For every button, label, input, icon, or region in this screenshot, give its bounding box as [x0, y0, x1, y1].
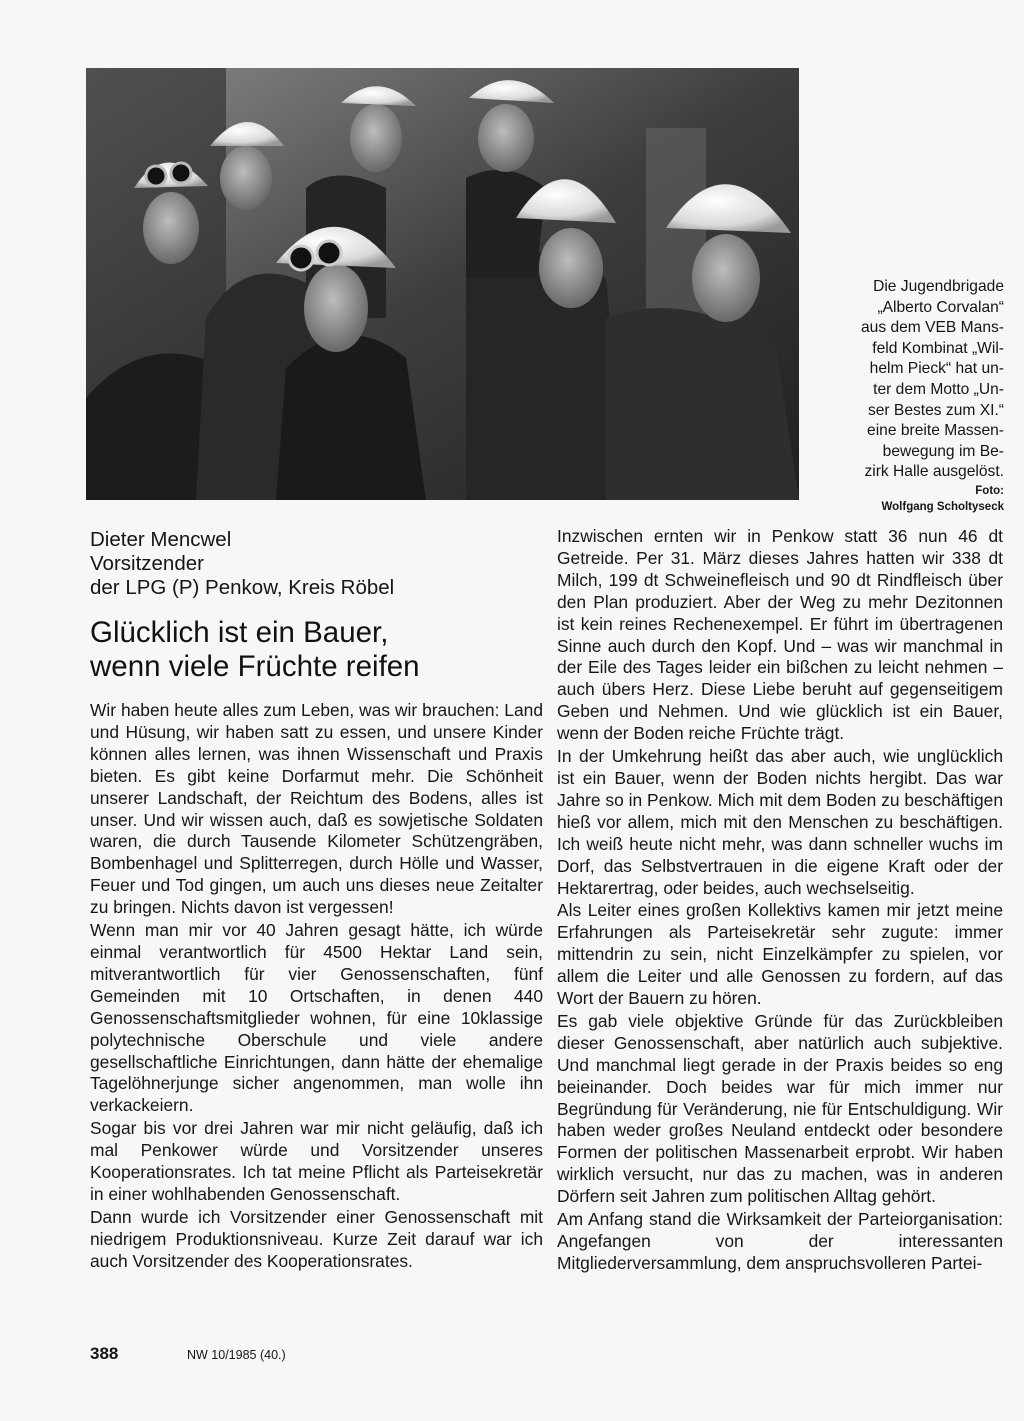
page-number: 388: [90, 1344, 119, 1363]
author-byline: [90, 528, 540, 600]
article-paragraph: Inzwischen ernten wir in Penkow statt 36 nun 46 dt Getreide. Per 31. März dieses Jahres hatten wir 338 dt Milch, 199 dt Schweinefleisch und 90 dt Rindfleisch über den Plan produziert. Aber der Weg zu mehr Dezitonnen ist kein reines Rechenexempel. Er führt im übertragenen Sinne auch durch den Kopf. Und – was wir manchmal in der Eile des Tages leider ein bißchen zu leicht nehmen – auch übers Herz. Diese Liebe beruht auf gegenseitigem Geben und Nehmen. Und wie glücklich ist ein Bauer, wenn der Boden reiche Früchte trägt.: [557, 526, 1003, 744]
author-organization: der LPG (P) Penkow, Kreis Röbel: [90, 576, 395, 599]
article-column-right: [557, 526, 1003, 1275]
headline-line: wenn viele Früchte reifen: [90, 650, 420, 683]
issue-label: NW 10/1985 (40.): [187, 1348, 286, 1362]
caption-line: ter dem Motto „Un-: [873, 380, 1004, 398]
article-paragraph: Als Leiter eines großen Kollektivs kamen mir jetzt meine Erfahrungen als Parteisekretär sehr zugute: immer mittendrin zu sein, nicht Einzelkämpfer zu spielen, vor allem die Leiter und alle Genossen zu fordern, auf das Wort der Bauern zu hören.: [557, 900, 1003, 1009]
caption-line: aus dem VEB Mans-: [860, 319, 1004, 337]
photo-miners-brigade: [86, 68, 799, 500]
photo-caption: [814, 277, 1004, 515]
caption-line: bewegung im Be-: [882, 442, 1004, 460]
article-paragraph: In der Umkehrung heißt das aber auch, wie unglücklich ist ein Bauer, wenn der Boden nichts hergibt. Das war Jahre so in Penkow. Mich mit dem Boden zu beschäftigen hieß vor allem, mich mit den Menschen zu beschäftigen. Ich weiß heute nicht mehr, was dann schneller wuchs im Dorf, das Selbstvertrauen in die eigene Kraft oder der Hektarertrag, oder beides, auch wechselseitig.: [557, 746, 1003, 898]
caption-line: zirk Halle ausgelöst.: [864, 463, 1004, 481]
caption-line: ser Bestes zum XI.“: [867, 401, 1004, 419]
headline-line: Glücklich ist ein Bauer,: [90, 616, 389, 649]
author-name: Dieter Mencwel: [90, 528, 232, 551]
miners-group-photo-icon: [86, 68, 799, 500]
author-role: Vorsitzender: [90, 552, 204, 575]
caption-line: Die Jugendbrigade: [873, 278, 1004, 295]
article-headline: [90, 616, 540, 684]
caption-line: eine breite Massen-: [867, 422, 1004, 440]
photo-credit-name: Wolfgang Scholtyseck: [881, 500, 1004, 513]
article-paragraph: Dann wurde ich Vorsitzender einer Genossenschaft mit niedrigem Produktionsniveau. Kurze Zeit darauf war ich auch Vorsitzender des Kooperationsrates.: [90, 1206, 543, 1271]
article-paragraph: Wenn man mir vor 40 Jahren gesagt hätte, ich würde einmal verantwortlich für 4500 Hektar Land sein, mitverantwortlich für vier Genossenschaften, fünf Gemeinden mit 10 Ortschaften, in denen 440 Genossenschaftsmitglieder wohnen, für eine 10klassige polytechnische Oberschule und viele andere gesellschaftliche Einrichtungen, dann hätte der ehemalige Tagelöhnerjunge sicher angenommen, man wolle ihn verkackeiern.: [90, 920, 543, 1116]
caption-line: helm Pieck“ hat un-: [869, 360, 1004, 378]
article-column-left: [90, 700, 543, 1273]
article-paragraph: Am Anfang stand die Wirksamkeit der Parteiorganisation: Angefangen von der interessanten Mitgliederversammlung, dem anspruchsvolleren Partei-: [557, 1209, 1003, 1273]
article-paragraph: Wir haben heute alles zum Leben, was wir brauchen: Land und Hüsung, wir haben satt zu essen, und unsere Kinder können alles lernen, was ihnen Wissenschaft und Praxis bieten. Es gibt keine Dorfarmut mehr. Die Schönheit unserer Landschaft, der Reichtum des Bodens, alles ist unser. Und wir wissen auch, daß es sowjetische Soldaten waren, die durch Tausende Kilometer Schützengräben, Bombenhagel und Splitterregen, durch Hölle und Wasser, Feuer und Tod gingen, um auch uns dieses neue Zeitalter zu bringen. Nichts davon ist vergessen!: [90, 700, 543, 918]
caption-line: „Alberto Corvalan“: [877, 298, 1004, 316]
caption-line: feld Kombinat „Wil-: [872, 339, 1004, 357]
article-paragraph: Es gab viele objektive Gründe für das Zurückbleiben dieser Genossenschaft, aber natürlich auch subjektive. Und manchmal liegt gerade in der Praxis beides so eng beieinander. Doch beides war für mich immer nur Begründung für Veränderung, nie für Entschuldigung. Wir haben weder großes Neuland entdeckt oder besondere Formen der politischen Massenarbeit erprobt. Wir haben wirklich versucht, nur das zu machen, was in anderen Dörfern seit Jahren zum politischen Alltag gehört.: [557, 1010, 1003, 1207]
article-paragraph: Sogar bis vor drei Jahren war mir nicht geläufig, daß ich mal Penkower würde und Vorsitzender unseres Kooperationsrates. Ich tat meine Pflicht als Parteisekretär in einer wohlhabenden Genossenschaft.: [90, 1118, 543, 1204]
photo-credit-label: Foto:: [975, 484, 1004, 497]
